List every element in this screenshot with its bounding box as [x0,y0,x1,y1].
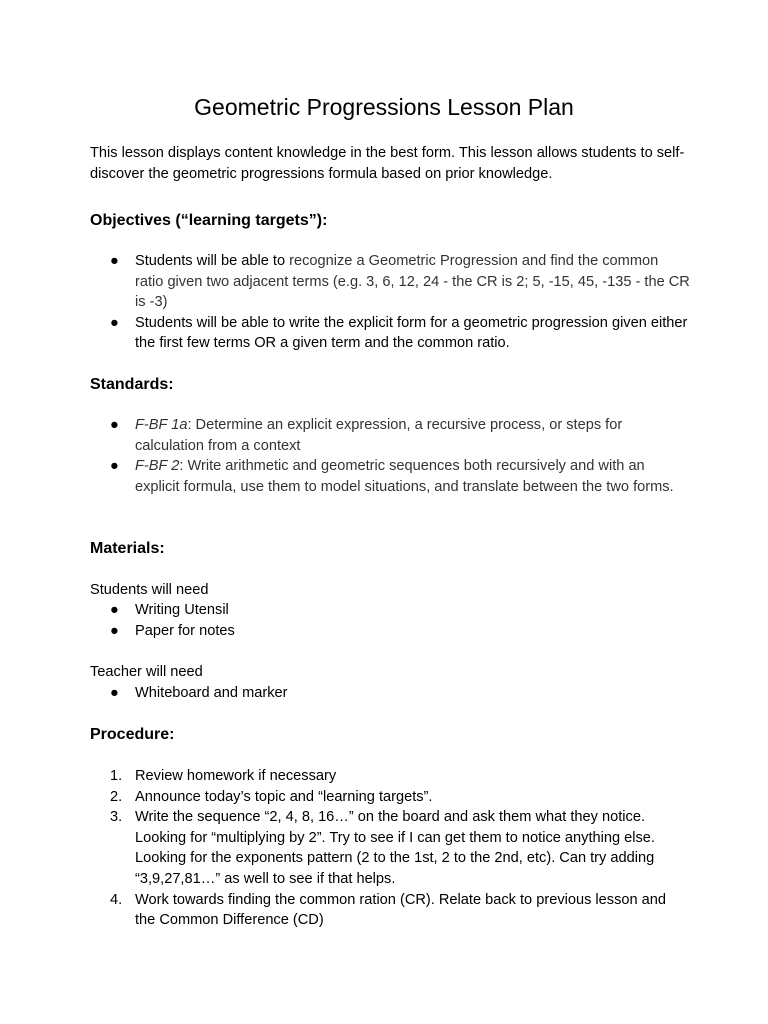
material-text: Whiteboard and marker [135,685,288,701]
teacher-need-label: Teacher will need [90,664,203,680]
procedure-heading: Procedure: [90,726,175,743]
standard-text: : Determine an explicit expression, a recursive process, or steps for calculation from a context [135,417,623,454]
procedure-list [90,766,690,931]
list-item [90,683,690,704]
teacher-materials-list [90,683,690,704]
step-text: Write the sequence “2, 4, 8, 16…” on the board and ask them what they notice. Looking for “multiplying by 2”. Try to see if I can get them to notice anything else. Looking for the exponents pattern (2 to the 1st, 2 to the 2nd, etc). Can try adding “3,9,27,81…” as well to see if that helps. [135,809,655,887]
bullet-marker: ● [110,685,119,701]
standards-list [90,415,690,497]
step-number: 3. [110,809,123,826]
list-item [90,766,690,787]
objective-lead-text: Students will be able to [135,253,290,269]
list-item [90,251,690,313]
step-text: Review homework if necessary [135,768,337,784]
list-item [90,890,690,931]
step-number: 1. [110,768,123,784]
objective-text: recognize a Geometric Progression and find the common ratio given two adjacent terms (e.g. 3, 6, 12, 24 - the CR is 2; 5, -15, 45, -135 - the CR is -3) [135,253,690,311]
bullet-marker: ● [110,417,119,433]
list-item [90,456,690,497]
bullet-marker: ● [110,602,119,618]
objectives-list [90,251,690,354]
bullet-marker: ● [110,314,119,331]
page-title: Geometric Progressions Lesson Plan [194,94,574,120]
objective-text: Students will be able to write the explicit form for a geometric progression given either the first few terms OR a given term and the common ratio. [135,314,688,352]
bullet-marker: ● [110,458,119,475]
standards-heading: Standards: [90,376,174,393]
step-number: 2. [110,788,123,805]
list-item [90,807,690,889]
bullet-marker: ● [110,622,119,639]
material-text: Writing Utensil [135,602,229,618]
standard-code: F-BF 1a [135,417,188,433]
bullet-marker: ● [110,253,119,269]
list-item [90,415,690,456]
materials-heading: Materials: [90,540,165,557]
objectives-heading: Objectives (“learning targets”): [90,212,328,229]
material-text: Paper for notes [135,622,235,639]
standard-code: F-BF 2 [135,458,180,475]
intro-paragraph: This lesson displays content knowledge in the best form. This lesson allows students to self-discover the geometric progressions formula based on prior knowledge. [90,145,685,182]
list-item [90,600,690,621]
students-materials-list [90,600,690,641]
list-item [90,313,690,354]
students-need-label: Students will need [90,582,209,598]
standard-text: : Write arithmetic and geometric sequences both recursively and with an explicit formula, use them to model situations, and translate between the two forms. [135,458,674,495]
step-text: Work towards finding the common ration (CR). Relate back to previous lesson and the Common Difference (CD) [135,891,667,929]
list-item [90,621,690,642]
step-text: Announce today’s topic and “learning targets”. [135,788,433,805]
list-item [90,787,690,808]
step-number: 4. [110,891,123,908]
